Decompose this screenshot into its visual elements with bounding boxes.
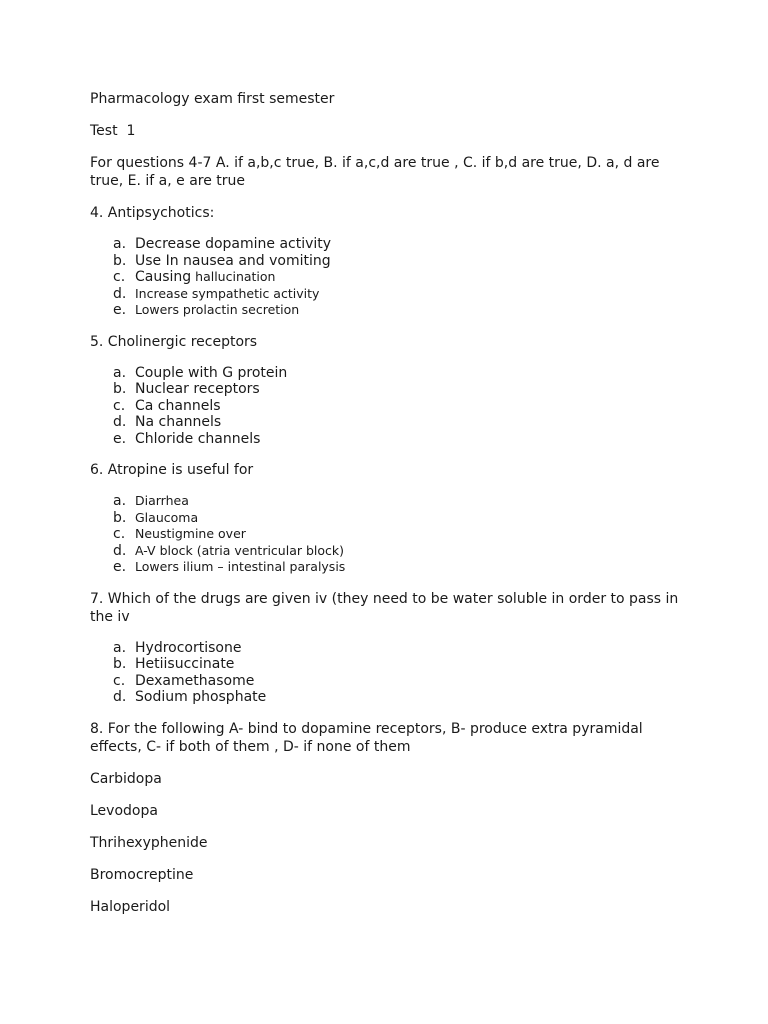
option-5d [90, 414, 690, 431]
option-6d [90, 543, 690, 560]
option-7a [90, 640, 690, 657]
option-marker: d. [113, 689, 127, 705]
option-marker: d. [113, 414, 127, 430]
option-text: A-V block (atria ventricular block) [135, 542, 345, 558]
option-5b [90, 381, 690, 398]
option-text: Couple with G protein [135, 364, 288, 381]
option-marker: b. [113, 252, 127, 269]
option-text: Use In nausea and vomiting [135, 252, 331, 269]
question-4-options [90, 236, 690, 319]
option-marker: b. [113, 509, 127, 526]
option-5c [90, 398, 690, 415]
instructions: For questions 4-7 A. if a,b,c true, B. if a,c,d are true , C. if b,d are true, D. a, d are true, E. if a, e are true [90, 155, 660, 189]
option-marker: d. [113, 285, 127, 302]
test-heading: Test 1 [90, 123, 136, 139]
question-6: 6. Atropine is useful for [90, 462, 254, 478]
drug-item: Bromocreptine [90, 866, 194, 883]
option-text: Hydrocortisone [135, 639, 242, 656]
option-5e [90, 431, 690, 448]
option-marker: a. [113, 236, 127, 252]
option-6a [90, 493, 690, 510]
option-marker: c. [113, 672, 126, 689]
option-4d [90, 286, 690, 303]
option-text: Causing [135, 269, 192, 285]
option-4c [90, 269, 690, 286]
option-marker: c. [113, 397, 126, 414]
option-text: Ca channels [135, 397, 221, 414]
option-text: Chloride channels [135, 430, 261, 447]
document-title: Pharmacology exam first semester [90, 91, 335, 107]
option-marker: a. [113, 639, 127, 656]
option-marker: b. [113, 656, 127, 672]
option-marker: d. [113, 542, 127, 559]
option-6b [90, 510, 690, 527]
drug-item: Thrihexyphenide [90, 834, 208, 851]
question-7-options [90, 640, 690, 706]
option-6e [90, 559, 690, 576]
option-5a [90, 365, 690, 382]
option-marker: c. [113, 526, 126, 542]
option-marker: a. [113, 493, 127, 509]
option-marker: e. [113, 302, 127, 318]
drug-item: Levodopa [90, 802, 158, 819]
option-text: Lowers ilium – intestinal paralysis [135, 559, 346, 574]
option-marker: e. [113, 559, 127, 575]
drug-item: Haloperidol [90, 898, 171, 915]
option-text: Nuclear receptors [135, 381, 260, 397]
option-text: Sodium phosphate [135, 689, 267, 705]
option-7d [90, 689, 690, 706]
option-marker: c. [113, 269, 126, 285]
option-4a [90, 236, 690, 253]
option-4e [90, 302, 690, 319]
option-text-small: hallucination [191, 269, 276, 284]
option-text: Lowers prolactin secretion [135, 302, 300, 317]
option-text: Hetiisuccinate [135, 656, 235, 672]
option-text: Decrease dopamine activity [135, 236, 332, 252]
option-7c [90, 673, 690, 690]
option-marker: a. [113, 364, 127, 381]
option-marker: b. [113, 381, 127, 397]
option-text: Glaucoma [135, 509, 199, 525]
question-4: 4. Antipsychotics: [90, 205, 215, 221]
option-text: Diarrhea [135, 493, 189, 508]
option-7b [90, 656, 690, 673]
option-text: Dexamethasome [135, 672, 255, 689]
option-text: Neustigmine over [135, 526, 246, 541]
option-6c [90, 526, 690, 543]
drug-item: Carbidopa [90, 770, 162, 787]
option-marker: e. [113, 430, 127, 447]
question-8: 8. For the following A- bind to dopamine receptors, B- produce extra pyramidal effects, C- if both of them , D- if none of them [90, 720, 643, 755]
question-5: 5. Cholinergic receptors [90, 333, 258, 350]
document-page [90, 90, 690, 930]
question-7: 7. Which of the drugs are given iv (they need to be water soluble in order to pass in the iv [90, 590, 679, 625]
option-4b [90, 253, 690, 270]
question-6-options [90, 493, 690, 576]
option-text: Increase sympathetic activity [135, 285, 320, 301]
option-text: Na channels [135, 414, 222, 430]
question-5-options [90, 365, 690, 448]
